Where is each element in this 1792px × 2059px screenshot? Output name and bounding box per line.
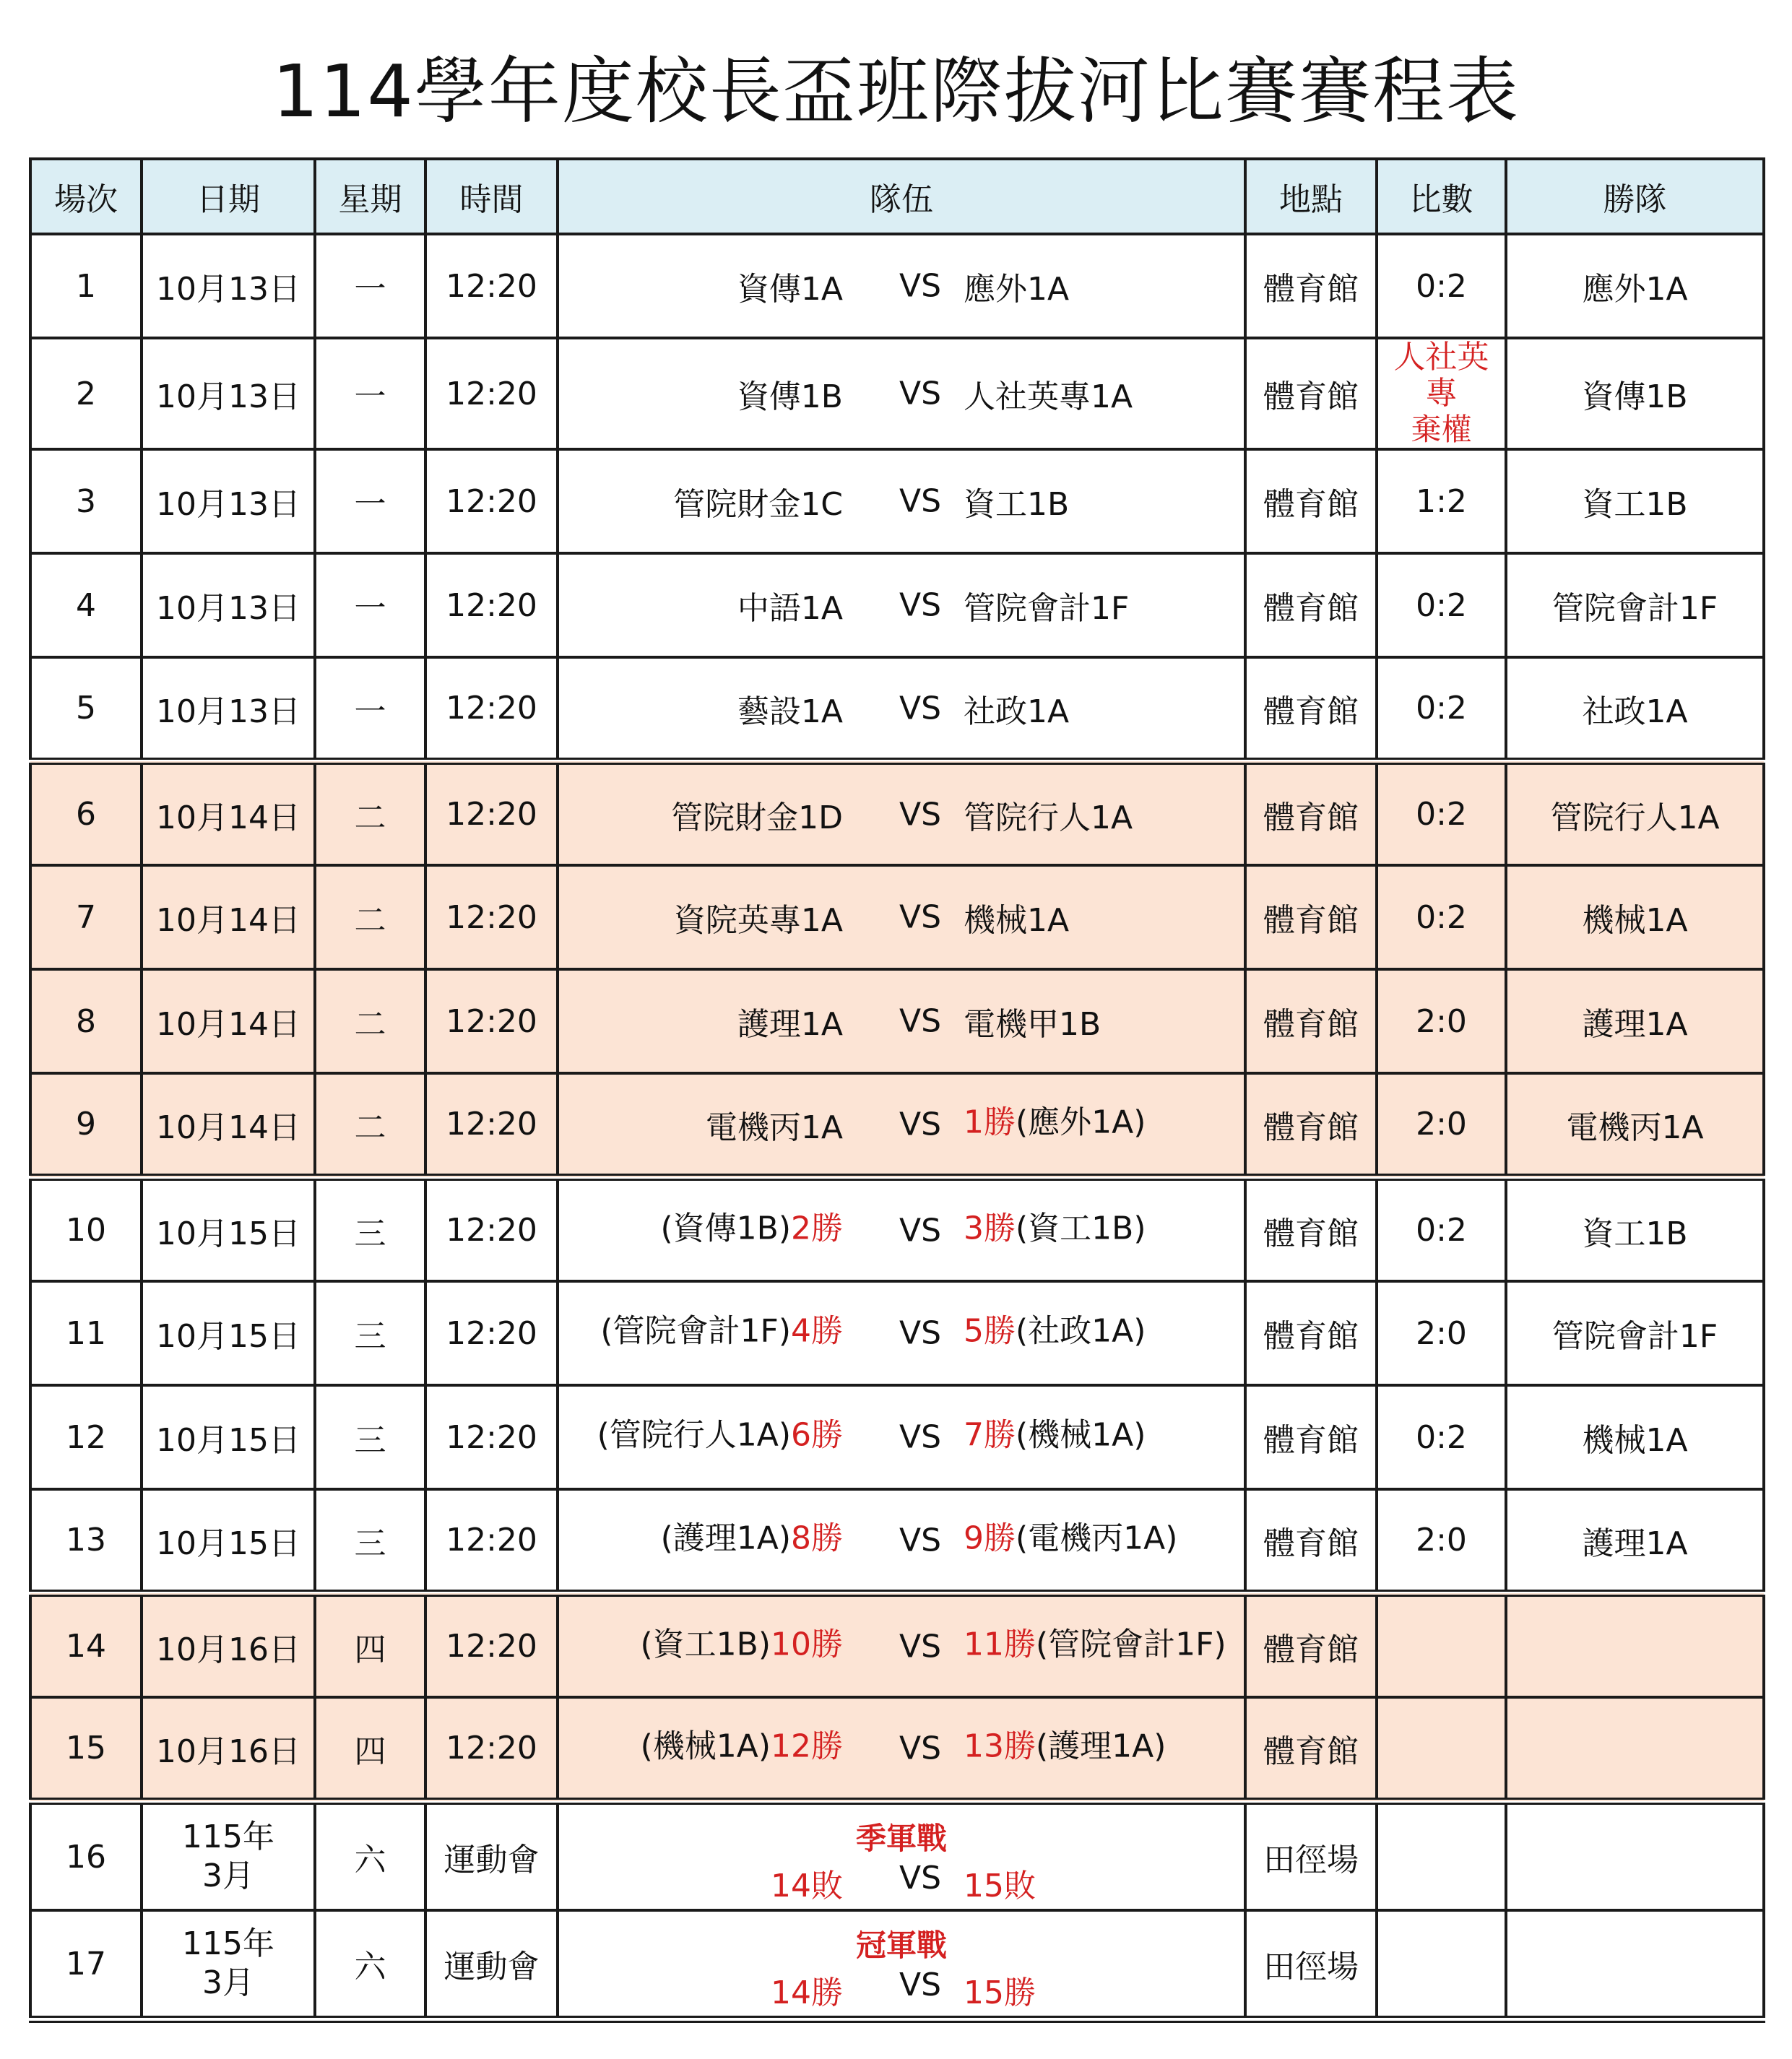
match-date: 10月14日 bbox=[142, 969, 315, 1073]
match-score: 0:2 bbox=[1377, 761, 1506, 865]
match-no: 16 bbox=[30, 1801, 142, 1910]
final-title: 季軍戰 bbox=[855, 1821, 947, 1856]
match-date: 10月15日 bbox=[142, 1281, 315, 1385]
final-title: 冠軍戰 bbox=[855, 1928, 947, 1963]
match-score: 0:2 bbox=[1377, 553, 1506, 657]
team-left: 14勝 bbox=[771, 1975, 843, 2011]
team-left: 電機丙1A bbox=[705, 1109, 843, 1146]
table-row bbox=[30, 1489, 1764, 1593]
bracket-team: (護理1A) bbox=[660, 1519, 791, 1556]
bracket-team: (機械1A) bbox=[640, 1727, 771, 1764]
header-venue: 地點 bbox=[1245, 159, 1377, 234]
bracket-team: (資工1B) bbox=[1016, 1209, 1146, 1247]
bracket-team: (電機丙1A) bbox=[1016, 1519, 1178, 1556]
match-time: 12:20 bbox=[425, 657, 558, 761]
team-right bbox=[964, 1408, 1146, 1455]
bracket-team: (資傳1B) bbox=[660, 1209, 791, 1247]
vs-label: VS bbox=[899, 1522, 942, 1559]
match-score bbox=[1377, 1801, 1506, 1910]
bracket-team: (社政1A) bbox=[1016, 1312, 1146, 1350]
team-left bbox=[640, 1618, 843, 1664]
match-date: 10月13日 bbox=[142, 553, 315, 657]
match-time: 12:20 bbox=[425, 1281, 558, 1385]
match-venue: 體育館 bbox=[1245, 1281, 1377, 1385]
match-teams bbox=[558, 1177, 1245, 1281]
match-venue: 田徑場 bbox=[1245, 1910, 1377, 2019]
match-teams bbox=[558, 553, 1245, 657]
bracket-ref: 3勝 bbox=[964, 1209, 1016, 1247]
team-right bbox=[964, 1720, 1166, 1766]
match-winner: 資傳1B bbox=[1506, 338, 1764, 449]
team-right: 15敗 bbox=[964, 1868, 1036, 1904]
match-winner bbox=[1506, 1910, 1764, 2019]
bracket-ref: 11勝 bbox=[964, 1625, 1036, 1663]
match-time: 12:20 bbox=[425, 1073, 558, 1177]
table-row bbox=[30, 449, 1764, 553]
match-venue: 體育館 bbox=[1245, 1489, 1377, 1593]
match-score bbox=[1377, 1593, 1506, 1697]
table-row bbox=[30, 234, 1764, 338]
match-winner bbox=[1506, 1801, 1764, 1910]
bracket-team: (管院會計1F) bbox=[600, 1312, 791, 1350]
team-left: 管院財金1C bbox=[673, 486, 843, 523]
team-right: 資工1B bbox=[964, 486, 1070, 523]
match-day: 一 bbox=[315, 553, 425, 657]
match-no: 10 bbox=[30, 1177, 142, 1281]
match-day: 三 bbox=[315, 1281, 425, 1385]
match-venue: 體育館 bbox=[1245, 865, 1377, 969]
match-score: 2:0 bbox=[1377, 1281, 1506, 1385]
bracket-team: (資工1B) bbox=[640, 1625, 771, 1663]
team-left: 14敗 bbox=[771, 1868, 843, 1904]
team-left: 資傳1B bbox=[737, 378, 843, 415]
vs-label: VS bbox=[899, 1314, 942, 1352]
match-date: 10月14日 bbox=[142, 865, 315, 969]
match-winner: 應外1A bbox=[1506, 234, 1764, 338]
match-date bbox=[142, 1910, 315, 2019]
table-row bbox=[30, 1073, 1764, 1177]
header-row bbox=[30, 159, 1764, 234]
match-time: 12:20 bbox=[425, 553, 558, 657]
match-teams bbox=[558, 1073, 1245, 1177]
match-teams bbox=[558, 1697, 1245, 1801]
match-score bbox=[1377, 1910, 1506, 2019]
header-day: 星期 bbox=[315, 159, 425, 234]
match-venue: 體育館 bbox=[1245, 1385, 1377, 1489]
match-day: 三 bbox=[315, 1489, 425, 1593]
bracket-team: (管院行人1A) bbox=[597, 1416, 791, 1454]
match-winner: 資工1B bbox=[1506, 449, 1764, 553]
bracket-ref: 2勝 bbox=[791, 1209, 843, 1247]
team-right: 電機甲1B bbox=[964, 1006, 1101, 1043]
bracket-ref: 8勝 bbox=[791, 1519, 843, 1556]
header-winner: 勝隊 bbox=[1506, 159, 1764, 234]
team-left: 中語1A bbox=[737, 590, 843, 627]
match-day: 一 bbox=[315, 449, 425, 553]
match-winner bbox=[1506, 1697, 1764, 1801]
team-right: 管院會計1F bbox=[964, 590, 1130, 627]
table-row bbox=[30, 1910, 1764, 2019]
match-venue: 體育館 bbox=[1245, 449, 1377, 553]
vs-label: VS bbox=[899, 1730, 942, 1767]
match-venue: 體育館 bbox=[1245, 1697, 1377, 1801]
date-year: 115年 bbox=[182, 1925, 274, 1962]
team-right: 15勝 bbox=[964, 1975, 1036, 2011]
table-row bbox=[30, 1385, 1764, 1489]
match-day: 二 bbox=[315, 865, 425, 969]
match-teams bbox=[558, 969, 1245, 1073]
match-no: 9 bbox=[30, 1073, 142, 1177]
bracket-ref: 13勝 bbox=[964, 1727, 1036, 1764]
team-right bbox=[964, 1304, 1146, 1351]
table-row bbox=[30, 657, 1764, 761]
vs-label: VS bbox=[899, 1212, 942, 1249]
match-winner: 電機丙1A bbox=[1506, 1073, 1764, 1177]
match-venue: 體育館 bbox=[1245, 657, 1377, 761]
match-winner: 管院行人1A bbox=[1506, 761, 1764, 865]
match-time: 12:20 bbox=[425, 1593, 558, 1697]
team-right bbox=[964, 1618, 1226, 1664]
forfeit-team: 人社英專 bbox=[1393, 339, 1489, 412]
match-score: 2:0 bbox=[1377, 1489, 1506, 1593]
match-time: 運動會 bbox=[425, 1910, 558, 2019]
bracket-ref: 5勝 bbox=[964, 1312, 1016, 1350]
match-teams bbox=[558, 1281, 1245, 1385]
match-winner: 護理1A bbox=[1506, 969, 1764, 1073]
match-venue: 體育館 bbox=[1245, 338, 1377, 449]
match-score bbox=[1377, 338, 1506, 449]
match-date: 10月13日 bbox=[142, 657, 315, 761]
match-no: 13 bbox=[30, 1489, 142, 1593]
table-row bbox=[30, 1281, 1764, 1385]
match-day: 一 bbox=[315, 338, 425, 449]
team-left: 資院英專1A bbox=[673, 902, 843, 939]
match-no: 11 bbox=[30, 1281, 142, 1385]
match-day: 六 bbox=[315, 1910, 425, 2019]
match-score: 0:2 bbox=[1377, 865, 1506, 969]
bracket-team: (管院會計1F) bbox=[1036, 1625, 1226, 1663]
team-left bbox=[597, 1408, 843, 1455]
match-score bbox=[1377, 1697, 1506, 1801]
header-teams: 隊伍 bbox=[558, 159, 1245, 234]
table-row bbox=[30, 1177, 1764, 1281]
match-day: 二 bbox=[315, 761, 425, 865]
vs-label: VS bbox=[899, 796, 942, 833]
match-no: 2 bbox=[30, 338, 142, 449]
match-teams bbox=[558, 1593, 1245, 1697]
match-teams bbox=[558, 234, 1245, 338]
team-right: 機械1A bbox=[964, 902, 1070, 939]
team-left bbox=[660, 1202, 843, 1248]
match-day: 二 bbox=[315, 1073, 425, 1177]
match-date: 10月16日 bbox=[142, 1593, 315, 1697]
bracket-ref: 9勝 bbox=[964, 1519, 1016, 1556]
team-right: 管院行人1A bbox=[964, 799, 1133, 836]
match-winner bbox=[1506, 1593, 1764, 1697]
match-winner: 機械1A bbox=[1506, 865, 1764, 969]
match-venue: 體育館 bbox=[1245, 969, 1377, 1073]
table-row bbox=[30, 1801, 1764, 1910]
match-score: 0:2 bbox=[1377, 1177, 1506, 1281]
bracket-ref: 1勝 bbox=[964, 1103, 1016, 1140]
match-day: 六 bbox=[315, 1801, 425, 1910]
vs-label: VS bbox=[899, 1106, 942, 1143]
match-venue: 田徑場 bbox=[1245, 1801, 1377, 1910]
match-time: 12:20 bbox=[425, 761, 558, 865]
bracket-ref: 7勝 bbox=[964, 1416, 1016, 1454]
match-no: 6 bbox=[30, 761, 142, 865]
match-day: 四 bbox=[315, 1593, 425, 1697]
match-time: 12:20 bbox=[425, 969, 558, 1073]
match-teams bbox=[558, 1489, 1245, 1593]
match-venue: 體育館 bbox=[1245, 553, 1377, 657]
match-day: 三 bbox=[315, 1177, 425, 1281]
match-winner: 資工1B bbox=[1506, 1177, 1764, 1281]
match-venue: 體育館 bbox=[1245, 1073, 1377, 1177]
match-venue: 體育館 bbox=[1245, 234, 1377, 338]
forfeit-label: 棄權 bbox=[1411, 412, 1472, 447]
team-left: 資傳1A bbox=[737, 271, 843, 308]
match-day: 二 bbox=[315, 969, 425, 1073]
match-score: 2:0 bbox=[1377, 969, 1506, 1073]
match-teams bbox=[558, 865, 1245, 969]
match-teams bbox=[558, 761, 1245, 865]
match-venue: 體育館 bbox=[1245, 1177, 1377, 1281]
match-no: 8 bbox=[30, 969, 142, 1073]
table-row bbox=[30, 761, 1764, 865]
vs-label: VS bbox=[899, 898, 942, 936]
team-left: 管院財金1D bbox=[671, 799, 843, 836]
bracket-team: (應外1A) bbox=[1016, 1103, 1146, 1140]
match-time: 12:20 bbox=[425, 865, 558, 969]
match-date: 10月14日 bbox=[142, 1073, 315, 1177]
vs-label: VS bbox=[899, 267, 942, 305]
match-winner: 護理1A bbox=[1506, 1489, 1764, 1593]
match-teams bbox=[558, 1801, 1245, 1910]
page-title: 114學年度校長盃班際拔河比賽賽程表 bbox=[272, 49, 1520, 134]
match-score: 0:2 bbox=[1377, 234, 1506, 338]
bracket-ref: 12勝 bbox=[771, 1727, 843, 1764]
vs-label: VS bbox=[899, 586, 942, 624]
match-time: 12:20 bbox=[425, 1489, 558, 1593]
match-date: 10月13日 bbox=[142, 338, 315, 449]
match-date bbox=[142, 1801, 315, 1910]
match-no: 5 bbox=[30, 657, 142, 761]
bracket-ref: 10勝 bbox=[771, 1625, 843, 1663]
match-no: 4 bbox=[30, 553, 142, 657]
bracket-ref: 4勝 bbox=[791, 1312, 843, 1350]
match-time: 12:20 bbox=[425, 234, 558, 338]
match-venue: 體育館 bbox=[1245, 1593, 1377, 1697]
vs-label: VS bbox=[899, 1860, 942, 1897]
match-score: 2:0 bbox=[1377, 1073, 1506, 1177]
match-teams bbox=[558, 449, 1245, 553]
match-day: 一 bbox=[315, 657, 425, 761]
vs-label: VS bbox=[899, 375, 942, 412]
team-right bbox=[964, 1202, 1146, 1248]
match-no: 12 bbox=[30, 1385, 142, 1489]
match-score: 0:2 bbox=[1377, 657, 1506, 761]
header-date: 日期 bbox=[142, 159, 315, 234]
match-time: 運動會 bbox=[425, 1801, 558, 1910]
match-winner: 管院會計1F bbox=[1506, 553, 1764, 657]
table-row bbox=[30, 553, 1764, 657]
vs-label: VS bbox=[899, 482, 942, 520]
match-date: 10月15日 bbox=[142, 1385, 315, 1489]
team-left bbox=[600, 1304, 843, 1351]
bracket-team: (護理1A) bbox=[1036, 1727, 1166, 1764]
match-time: 12:20 bbox=[425, 1385, 558, 1489]
match-winner: 管院會計1F bbox=[1506, 1281, 1764, 1385]
date-month: 3月 bbox=[202, 1964, 254, 2001]
match-winner: 機械1A bbox=[1506, 1385, 1764, 1489]
match-score: 1:2 bbox=[1377, 449, 1506, 553]
schedule-table bbox=[29, 157, 1765, 2023]
match-day: 四 bbox=[315, 1697, 425, 1801]
table-row bbox=[30, 1593, 1764, 1697]
table-row bbox=[30, 969, 1764, 1073]
match-date: 10月13日 bbox=[142, 234, 315, 338]
table-row bbox=[30, 1697, 1764, 1801]
date-month: 3月 bbox=[202, 1858, 254, 1894]
match-date: 10月15日 bbox=[142, 1177, 315, 1281]
vs-label: VS bbox=[899, 1002, 942, 1040]
match-time: 12:20 bbox=[425, 1697, 558, 1801]
match-date: 10月13日 bbox=[142, 449, 315, 553]
match-no: 1 bbox=[30, 234, 142, 338]
match-venue: 體育館 bbox=[1245, 761, 1377, 865]
header-no: 場次 bbox=[30, 159, 142, 234]
team-left bbox=[661, 1512, 843, 1558]
match-score: 0:2 bbox=[1377, 1385, 1506, 1489]
match-date: 10月14日 bbox=[142, 761, 315, 865]
match-time: 12:20 bbox=[425, 338, 558, 449]
match-date: 10月16日 bbox=[142, 1697, 315, 1801]
team-right: 社政1A bbox=[964, 693, 1070, 730]
table-row bbox=[30, 338, 1764, 449]
team-right: 應外1A bbox=[964, 271, 1070, 308]
vs-label: VS bbox=[899, 1967, 942, 2003]
date-year: 115年 bbox=[182, 1819, 274, 1855]
vs-label: VS bbox=[899, 1628, 942, 1665]
match-day: 一 bbox=[315, 234, 425, 338]
header-score: 比數 bbox=[1377, 159, 1506, 234]
team-right: 人社英專1A bbox=[964, 378, 1133, 415]
match-no: 3 bbox=[30, 449, 142, 553]
team-left: 藝設1A bbox=[737, 693, 843, 730]
match-teams bbox=[558, 1385, 1245, 1489]
header-time: 時間 bbox=[425, 159, 558, 234]
match-time: 12:20 bbox=[425, 1177, 558, 1281]
team-left: 護理1A bbox=[737, 1006, 843, 1043]
table-row bbox=[30, 865, 1764, 969]
match-time: 12:20 bbox=[425, 449, 558, 553]
match-teams bbox=[558, 338, 1245, 449]
vs-label: VS bbox=[899, 1418, 942, 1456]
match-no: 7 bbox=[30, 865, 142, 969]
match-teams bbox=[558, 1910, 1245, 2019]
match-day: 三 bbox=[315, 1385, 425, 1489]
team-right bbox=[964, 1512, 1177, 1558]
match-winner: 社政1A bbox=[1506, 657, 1764, 761]
team-left bbox=[641, 1720, 843, 1766]
match-no: 14 bbox=[30, 1593, 142, 1697]
team-right bbox=[964, 1096, 1146, 1142]
vs-label: VS bbox=[899, 690, 942, 727]
bracket-team: (機械1A) bbox=[1016, 1416, 1146, 1454]
bracket-ref: 6勝 bbox=[791, 1416, 843, 1454]
match-teams bbox=[558, 657, 1245, 761]
match-no: 15 bbox=[30, 1697, 142, 1801]
match-no: 17 bbox=[30, 1910, 142, 2019]
match-date: 10月15日 bbox=[142, 1489, 315, 1593]
